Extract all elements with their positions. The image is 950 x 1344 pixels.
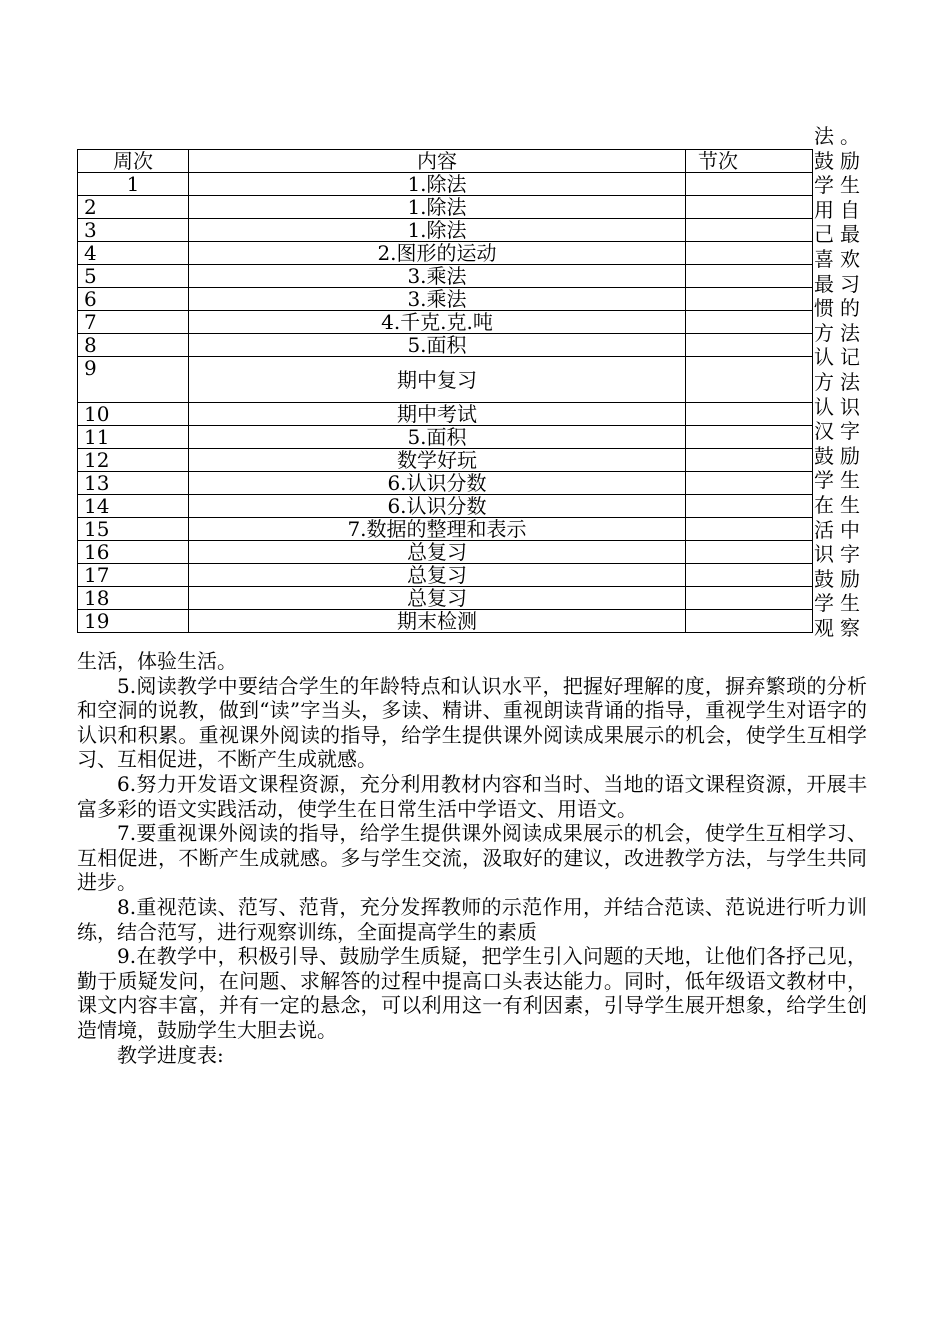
- content-cell: 3.乘法: [189, 265, 686, 288]
- week-cell: 3: [78, 219, 189, 242]
- lessons-cell: [686, 587, 813, 610]
- table-row: [78, 610, 813, 633]
- week-cell: 4: [78, 242, 189, 265]
- content-cell: 5.面积: [189, 426, 686, 449]
- table-row: [78, 196, 813, 219]
- content-cell: 总复习: [189, 564, 686, 587]
- content-cell: 6.认识分数: [189, 495, 686, 518]
- lessons-cell: [686, 173, 813, 196]
- table-row: [78, 173, 813, 196]
- lessons-cell: [686, 334, 813, 357]
- week-cell: 15: [78, 518, 189, 541]
- week-cell: 9: [78, 357, 189, 403]
- table-row: [78, 265, 813, 288]
- week-cell: 18: [78, 587, 189, 610]
- paragraph: 教学进度表:: [117, 1042, 224, 1067]
- content-cell: 2.图形的运动: [189, 242, 686, 265]
- week-cell: 17: [78, 564, 189, 587]
- lessons-cell: [686, 196, 813, 219]
- week-cell: 19: [78, 610, 189, 633]
- week-cell: 2: [78, 196, 189, 219]
- table-row: [78, 311, 813, 334]
- content-cell: 7.数据的整理和表示: [189, 518, 686, 541]
- content-cell: 期末检测: [189, 610, 686, 633]
- week-cell: 8: [78, 334, 189, 357]
- paragraph: 9.在教学中，积极引导、鼓励学生质疑，把学生引入问题的天地，让他们各抒己见，勤于质疑发问，在问题、求解答的过程中提高口头表达能力。同时，低年级语文教材中，课文内容丰富，并有一定的悬念，可以利用这一有利因素，引导学生展开想象，给学生创造情境，鼓励学生大胆去说。: [77, 944, 867, 1042]
- table-row: [78, 495, 813, 518]
- content-cell: 数学好玩: [189, 449, 686, 472]
- lessons-cell: [686, 219, 813, 242]
- paragraph: 5.阅读教学中要结合学生的年龄特点和认识水平，把握好理解的度，摒弃繁琐的分析和空洞的说教，做到“读”字当头，多读、精讲、重视朗读背诵的指导，重视学生对语字的认识和积累。重视课外阅读的指导，给学生提供课外阅读成果展示的机会，使学生互相学习、互相促进，不断产生成就感。: [77, 673, 867, 772]
- lessons-cell: [686, 541, 813, 564]
- paragraph: 8.重视范读、范写、范背，充分发挥教师的示范作用，并结合范读、范说进行听力训练，结合范写，进行观察训练，全面提高学生的素质: [77, 894, 867, 944]
- week-cell: 13: [78, 472, 189, 495]
- paragraph: 6.努力开发语文课程资源，充分利用教材内容和当时、当地的语文课程资源，开展丰富多彩的语文实践活动，使学生在日常生活中学语文、用语文。: [77, 771, 867, 821]
- table-row: [78, 242, 813, 265]
- lessons-cell: [686, 564, 813, 587]
- table-row: [78, 564, 813, 587]
- lessons-cell: [686, 449, 813, 472]
- week-cell: 7: [78, 311, 189, 334]
- header-content: 内容: [189, 150, 686, 173]
- table-row: [78, 449, 813, 472]
- content-cell: 1.除法: [189, 219, 686, 242]
- content-cell: 4.千克.克.吨: [189, 311, 686, 334]
- content-cell: 期中考试: [189, 403, 686, 426]
- table-row: [78, 288, 813, 311]
- week-cell: 1: [78, 173, 189, 196]
- content-cell: 6.认识分数: [189, 472, 686, 495]
- paragraph: 生活，体验生活。: [77, 649, 237, 673]
- lessons-cell: [686, 518, 813, 541]
- table-row: [78, 426, 813, 449]
- table-header-row: [78, 150, 813, 173]
- table-row: [78, 587, 813, 610]
- lessons-cell: [686, 472, 813, 495]
- content-cell: 5.面积: [189, 334, 686, 357]
- table-row: [78, 541, 813, 564]
- content-cell: 1.除法: [189, 173, 686, 196]
- week-cell: 5: [78, 265, 189, 288]
- table-row: [78, 357, 813, 403]
- lessons-cell: [686, 242, 813, 265]
- week-cell: 10: [78, 403, 189, 426]
- week-cell: 11: [78, 426, 189, 449]
- lessons-cell: [686, 265, 813, 288]
- lessons-cell: [686, 495, 813, 518]
- content-cell: 3.乘法: [189, 288, 686, 311]
- table-row: [78, 219, 813, 242]
- header-week: 周次: [78, 150, 189, 173]
- schedule-table: [77, 149, 813, 633]
- week-cell: 16: [78, 541, 189, 564]
- content-cell: 总复习: [189, 541, 686, 564]
- lessons-cell: [686, 311, 813, 334]
- lessons-cell: [686, 610, 813, 633]
- week-cell: 6: [78, 288, 189, 311]
- paragraph: 7.要重视课外阅读的指导，给学生提供课外阅读成果展示的机会，使学生互相学习、互相促进，不断产生成就感。多与学生交流，汲取好的建议，改进教学方法，与学生共同进步。: [77, 821, 867, 895]
- content-cell: 总复习: [189, 587, 686, 610]
- lessons-cell: [686, 403, 813, 426]
- header-lessons: 节次: [686, 150, 813, 173]
- table-row: [78, 518, 813, 541]
- lessons-cell: [686, 288, 813, 311]
- table-row: [78, 403, 813, 426]
- content-cell: 期中复习: [189, 357, 686, 403]
- lessons-cell: [686, 426, 813, 449]
- week-cell: 12: [78, 449, 189, 472]
- content-cell: 1.除法: [189, 196, 686, 219]
- body-text: [77, 649, 867, 1067]
- table-row: [78, 334, 813, 357]
- table-row: [78, 472, 813, 495]
- side-column-text: 法。鼓励学生用自己最喜欢最习惯的方法认记方法认识汉字鼓励学生在生活中识字鼓励学生观察: [814, 124, 866, 640]
- week-cell: 14: [78, 495, 189, 518]
- lessons-cell: [686, 357, 813, 403]
